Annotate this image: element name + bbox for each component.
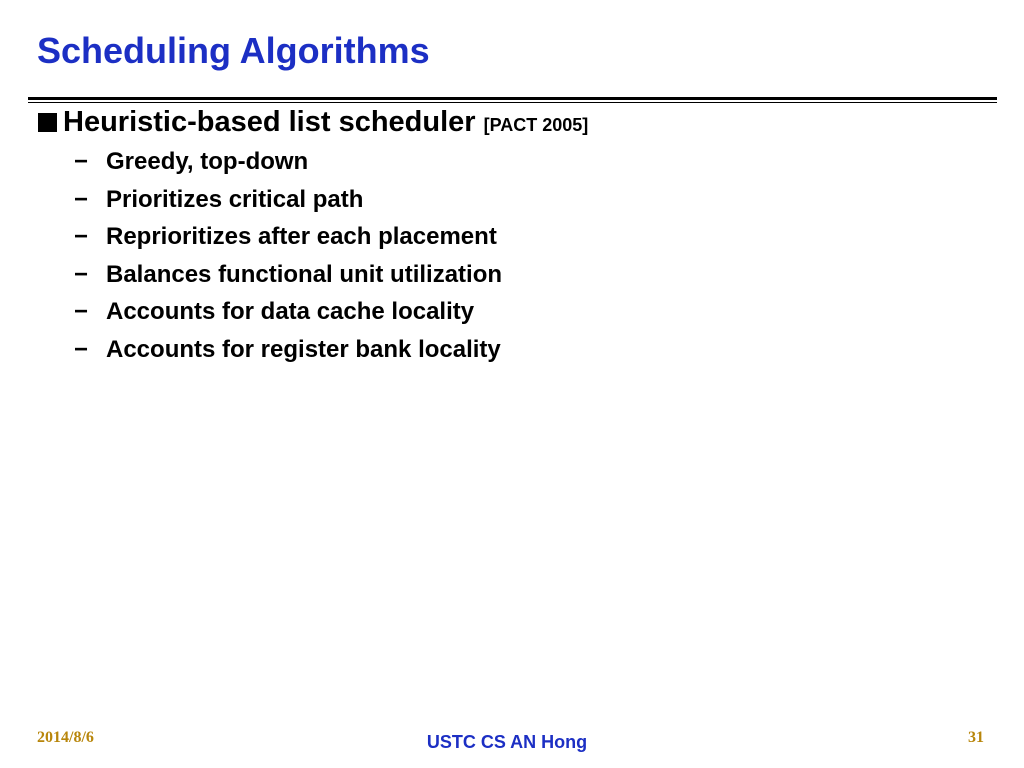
sub-bullet-item: [74, 186, 988, 224]
sub-bullet-item: [74, 261, 988, 299]
footer-date: 2014/8/6: [37, 729, 94, 746]
dash-bullet-icon: −: [74, 148, 89, 175]
sub-bullet-list: [38, 148, 988, 373]
slide-content: [38, 106, 988, 373]
slide-title: Scheduling Algorithms: [37, 30, 430, 71]
page-number: 31: [968, 729, 984, 746]
reference-citation: [PACT 2005]: [483, 115, 589, 135]
sub-bullet-text: Accounts for register bank locality: [106, 335, 501, 363]
footer-author: USTC CS AN Hong: [426, 732, 588, 752]
title-divider-thick: [28, 97, 997, 100]
sub-bullet-item: [74, 223, 988, 261]
sub-bullet-item: [74, 336, 988, 374]
dash-bullet-icon: −: [74, 298, 89, 325]
sub-bullet-text: Greedy, top-down: [106, 148, 309, 175]
dash-bullet-icon: −: [74, 185, 89, 213]
sub-bullet-text: Accounts for data cache locality: [106, 298, 475, 325]
sub-bullet-item: [74, 298, 988, 336]
sub-bullet-text: Reprioritizes after each placement: [106, 223, 497, 250]
sub-bullet-text: Balances functional unit utilization: [106, 260, 503, 288]
title-divider-thin: [28, 102, 997, 103]
dash-bullet-icon: −: [74, 335, 89, 363]
main-bullet-text: Heuristic-based list scheduler: [63, 106, 476, 138]
dash-bullet-icon: −: [74, 223, 89, 250]
square-bullet-icon: [38, 113, 57, 132]
main-bullet: [38, 106, 988, 148]
sub-bullet-item: [74, 148, 988, 186]
sub-bullet-text: Prioritizes critical path: [106, 185, 364, 213]
dash-bullet-icon: −: [74, 260, 89, 288]
